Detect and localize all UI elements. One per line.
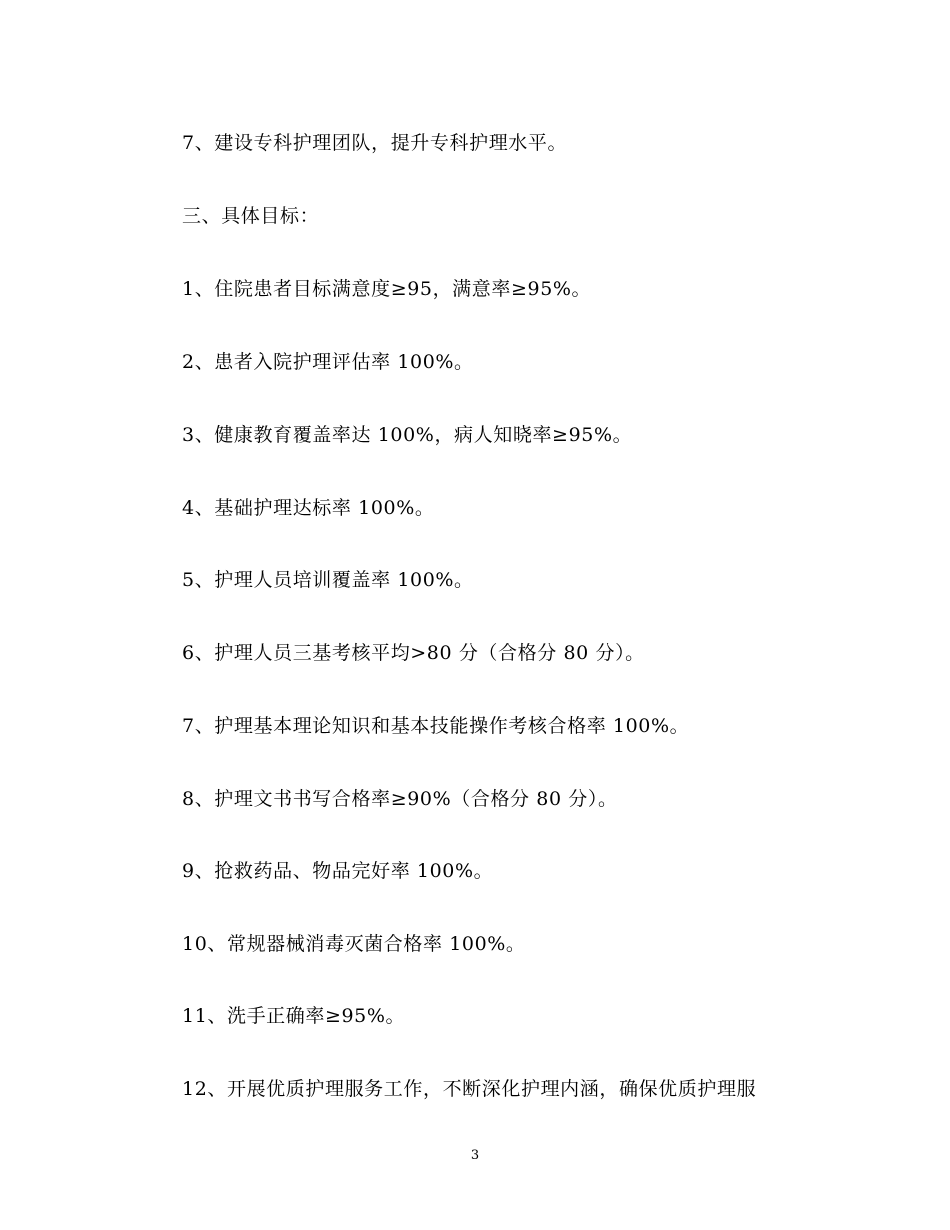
text-line: 10、常规器械消毒灭菌合格率 100%。 (182, 933, 526, 955)
text-line: 6、护理人员三基考核平均>80 分（合格分 80 分）。 (182, 642, 645, 664)
page-number: 3 (470, 1148, 480, 1163)
text-line: 7、建设专科护理团队，提升专科护理水平。 (182, 132, 568, 154)
text-line: 5、护理人员培训覆盖率 100%。 (182, 569, 474, 591)
text-line: 7、护理基本理论知识和基本技能操作考核合格率 100%。 (182, 715, 690, 737)
section-heading: 三、具体目标： (182, 205, 320, 227)
text-line: 3、健康教育覆盖率达 100%，病人知晓率≥95%。 (182, 424, 633, 446)
text-line: 8、护理文书书写合格率≥90%（合格分 80 分）。 (182, 788, 618, 810)
text-line: 1、住院患者目标满意度≥95，满意率≥95%。 (182, 278, 592, 300)
text-line: 11、洗手正确率≥95%。 (182, 1005, 406, 1027)
text-line: 9、抢救药品、物品完好率 100%。 (182, 860, 494, 882)
text-line: 12、开展优质护理服务工作，不断深化护理内涵，确保优质护理服 (182, 1078, 757, 1100)
text-line: 2、患者入院护理评估率 100%。 (182, 351, 474, 373)
text-line: 4、基础护理达标率 100%。 (182, 497, 435, 519)
